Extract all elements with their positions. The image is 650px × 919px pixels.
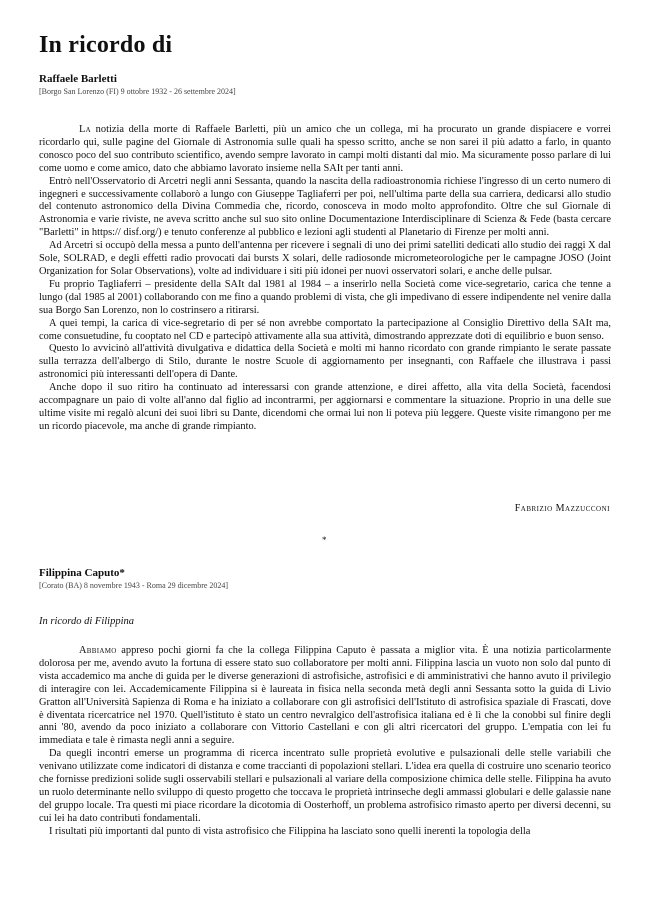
section-subtitle: In ricordo di Filippina xyxy=(39,616,134,627)
paragraph-text: notizia della morte di Raffaele Barletti, più un amico che un collega, mi ha procurato un grande dispiacere e vorrei ricordarlo qui, sulle pagine del Giornale di Astronomia sulle quali ha spesso scritto, anche se non sarei il più adatto a farlo, in quanto conosco poco del suo contributo scientifico, avendo sempre lavorato in campi molti distanti dal mio. Ma sicuramente posso parlare di lui come uomo e come amico, dato che abbiamo lavorato insieme nella SAIt per tanti anni. xyxy=(39,124,611,174)
obituary-dates-caputo: [Corato (BA) 8 novembre 1943 - Roma 29 dicembre 2024] xyxy=(39,581,229,590)
paragraph: Anche dopo il suo ritiro ha continuato ad interessarsi con grande attenzione, e direi affetto, alla vita della Società, facendosi accompagnare un paio di volte all'anno dal figlio ad incontrarmi, per aggiornarsi e commentare la situazione. Proprio in una delle sue ultime visite mi regalò alcuni dei suoi libri su Dante, dicendomi che ormai lui non li poteva più leggere. Queste visite rimangono per me un ricordo piacevole, ma anche di grande rimpianto. xyxy=(39,382,611,432)
paragraph: I risultati più importanti dal punto di vista astrofisico che Filippina ha lasciato sono quelli inerenti la topologia della xyxy=(49,825,531,837)
paragraph-lead: La xyxy=(79,124,92,135)
paragraph: Entrò nell'Osservatorio di Arcetri negli anni Sessanta, quando la nascita della radioastronomia richiese l'ingresso di un certo numero di ingegneri e successivamente collaborò a lungo con Giuseppe Tagliaferri per poi, nell'ultima parte della sua carriera, dedicarsi allo studio del contenuto astronomico della Divina Commedia che, ricordo, conosceva in modo molto approfondito. Oltre che sul Giornale di Astronomia e varie riviste, ne aveva scritto anche sul suo sito online Documentazione Interdisciplinare di Scienza & Fede (basta cercare "Barletti" in https:// disf.org/) e tenuto conferenze al pubblico e lezioni agli studenti al Planetario di Firenze per molti anni. xyxy=(39,175,611,239)
page-title: In ricordo di xyxy=(39,32,173,58)
obituary-body-barletti xyxy=(39,124,611,434)
paragraph xyxy=(39,645,611,748)
obituary-name-barletti: Raffaele Barletti xyxy=(39,73,117,85)
paragraph: Da quegli incontri emerse un programma di ricerca incentrato sulle proprietà evolutive e pulsazionali delle stelle variabili che venivano utilizzate come indicatori di distanza e come traccianti di popolazioni stellari. L'idea era quella di costruire uno scenario teorico che fornisse predizioni solide sugli osservabili stellari e pulsazionali al variare della composizione chimica delle stelle. Filippina ha avuto un ruolo determinante nello sviluppo di questo progetto che toccava le proprietà intrinseche degli ammassi globulari e delle galassie nane del gruppo locale. Tra questi mi piace ricordare la dicotomia di Oosterhoff, un problema astrofisico rimasto aperto per diversi decenni, su cui lei ha dato contributi fondamentali. xyxy=(39,748,611,824)
paragraph: Questo lo avvicinò all'attività divulgativa e didattica della Società e molti mi hanno ricordato con grande rimpianto le serate passate sulla terrazza dell'albergo di Stilo, durante le nostre Scuole di aggiornamento per insegnanti, con Raffaele che illustrava i passi astronomici più interessanti dell'opera di Dante. xyxy=(39,343,611,381)
section-divider: * xyxy=(322,535,327,545)
obituary-dates-barletti: [Borgo San Lorenzo (FI) 9 ottobre 1932 - 26 settembre 2024] xyxy=(39,87,236,96)
author-signature: Fabrizio Mazzucconi xyxy=(514,503,610,514)
obituary-body-caputo xyxy=(39,645,611,839)
paragraph: A quei tempi, la carica di vice-segretario di per sé non avrebbe comportato la partecipazione al Consiglio Direttivo della SAIt ma, come consuetudine, fu cooptato nel CD e partecipò attivamente alla sua attività, dimostrando apprezzate doti di equilibrio e buon senso. xyxy=(39,317,611,342)
obituary-name-caputo: Filippina Caputo* xyxy=(39,567,125,579)
paragraph: Fu proprio Tagliaferri – presidente della SAIt dal 1981 al 1984 – a inserirlo nella Società come vice-segretario, carica che tenne a lungo (dal 1985 al 2001) collaborando con me fino a quando problemi di vista, che gli impedivano di essere indipendente nel venire dalla sua Borgo San Lorenzo, non lo costrinsero a ritirarsi. xyxy=(39,278,611,316)
paragraph xyxy=(39,124,611,176)
paragraph-lead: Abbiamo xyxy=(79,645,117,656)
paragraph: Ad Arcetri si occupò della messa a punto dell'antenna per ricevere i segnali di uno dei primi satelliti dedicati allo studio dei raggi X dal Sole, SOLRAD, e degli effetti radio provocati dai bursts X solari, delle radiosonde micrometeorologiche per le campagne JOSO (Joint Organization for Solar Observations), volte ad individuare i siti più idonei per nuovi osservatori solari, e anche delle pulsar. xyxy=(39,240,611,277)
paragraph-text: appreso pochi giorni fa che la collega Filippina Caputo è passata a miglior vita. È una notizia particolarmente dolorosa per me, avendo avuto la fortuna di essere stato suo collaboratore per molti anni. Filippina lascia un vuoto non solo dal punto di vista accademico ma anche di guida per le diverse generazioni di astrofisiche, astrofisici e di amministrativi che hanno avuto il privilegio di interagire con lei. Accademicamente Filippina si è laureata in fisica nella seconda metà degli anni Sessanta sotto la guida di Livio Gratton all'Università Sapienza di Roma e ha iniziato a collaborare con gli astrofisici dell'Istituto di astrofisica spaziale di Frascati, dove è diventata ricercatrice nel 1970. Quell'istituto è stato un centro nevralgico dell'astrofisica italiana ed è lì che la conobbi sul finire degli anni '80, avendo da poco iniziato a collaborare con Vittorio Castellani e con gli altri ricercatori del gruppo. L'empatia con lei fu immediata e tale è rimasta negli anni a seguire. xyxy=(39,645,611,747)
